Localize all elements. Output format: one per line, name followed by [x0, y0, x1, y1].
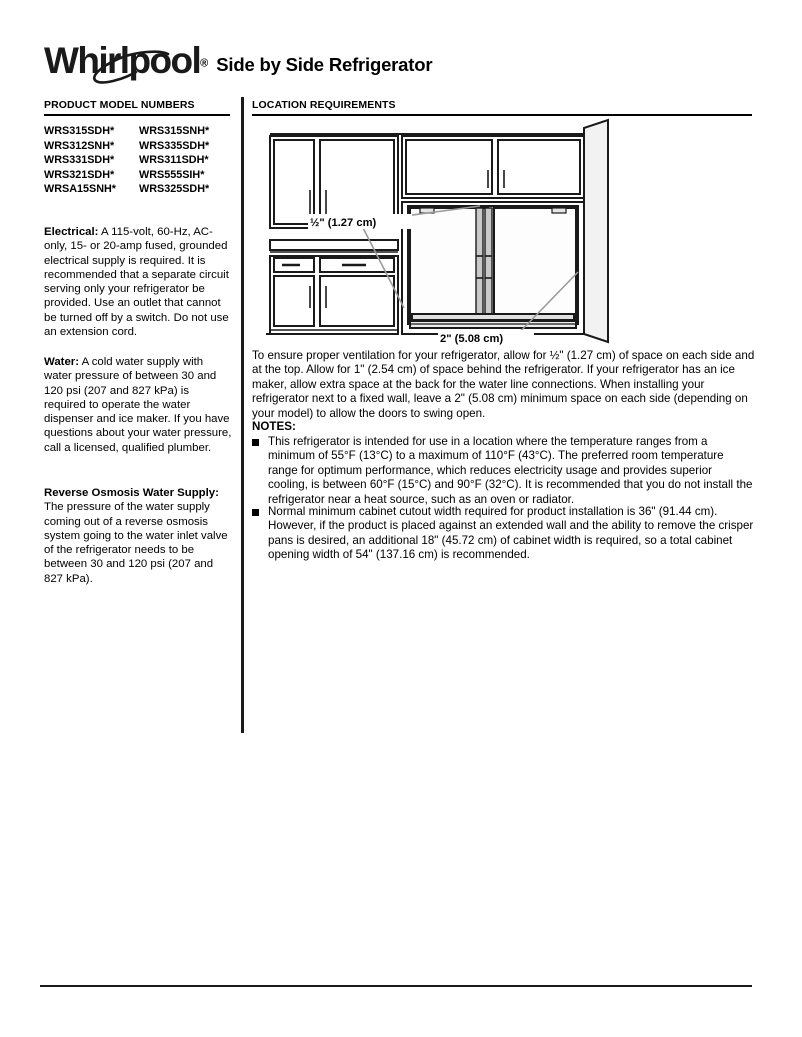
spec-label-reverse-osmosis: Reverse Osmosis Water Supply: [44, 487, 219, 499]
refrigerator-installation-diagram [252, 118, 752, 346]
model-number: WRS311SDH* [139, 154, 209, 167]
ventilation-paragraph: To ensure proper ventilation for your refrigerator, allow for ½" (1.27 cm) of space on each side and at the top. Allow for 1" (2.54 cm) of space behind the refrigerator. If your refrigerator has an ice maker, allow extra space at the back for the water line connections. When installing your refrigerator next to a fixed wall, leave a 2" (5.08 cm) minimum space on each side (depending on your model) to allow the doors to swing open. [252, 349, 755, 420]
note-item [252, 505, 755, 563]
model-number: WRS315SNH* [139, 125, 210, 137]
model-number: WRS331SDH* [44, 154, 115, 167]
square-bullet-icon [252, 439, 259, 446]
registered-trademark-icon: ® [200, 57, 209, 70]
model-row [44, 139, 234, 154]
model-row [44, 168, 234, 183]
spec-text-water: A cold water supply with water pressure of between 30 and 120 psi (207 and 827 kPa) is required to operate the water dispenser and ice maker. If you have questions about your water pressure, call a licensed, qualified plumber. [44, 356, 232, 454]
model-row [44, 182, 234, 197]
notes-heading: NOTES: [252, 420, 296, 433]
note-text: Normal minimum cabinet cutout width required for product installation is 36" (91.44 cm). However, if the product is placed against an extended wall and the ability to remove the crisper pans is desired, an additional 18" (45.72 cm) of cabinet width is required, so a total cabinet opening width of 54" (137.16 cm) is recommended. [268, 505, 754, 562]
note-item [252, 435, 755, 507]
callout-bottom-clearance: 2" (5.08 cm) [440, 333, 504, 345]
section-heading-location: LOCATION REQUIREMENTS [252, 99, 752, 116]
spec-label-electrical: Electrical: [44, 226, 99, 238]
model-number: WRS325SDH* [139, 183, 210, 196]
spec-label-water: Water: [44, 356, 80, 368]
spec-text-electrical: A 115-volt, 60-Hz, AC-only, 15- or 20-amp fused, grounded electrical supply is required. It is recommended that a separate circuit serving only your refrigerator be provided. Use an outlet that cannot be turned off by a switch. Do not use an extension cord. [44, 226, 229, 339]
square-bullet-icon [252, 509, 259, 516]
callout-side-clearance: ½" (1.27 cm) [310, 217, 377, 229]
model-number: WRS555SIH* [139, 168, 205, 181]
spec-electrical [44, 225, 232, 339]
model-number: WRS315SDH* [44, 125, 115, 137]
model-row [44, 124, 234, 139]
spec-text-reverse-osmosis: The pressure of the water supply coming out of a reverse osmosis system going to the water inlet valve of the refrigerator needs to be between 30 and 120 psi (207 and 827 kPa). [44, 501, 228, 585]
brand-header [44, 42, 432, 79]
footer-rule [40, 985, 752, 987]
model-number: WRS321SDH* [44, 168, 115, 181]
model-row [44, 153, 234, 168]
spec-water [44, 355, 232, 455]
model-number: WRSA15SNH* [44, 183, 116, 196]
page-title: Side by Side Refrigerator [216, 54, 433, 75]
model-number-list [44, 124, 234, 197]
spec-reverse-osmosis [44, 486, 232, 586]
whirlpool-logo [44, 42, 208, 79]
model-number: WRS335SDH* [139, 139, 210, 152]
column-divider [241, 97, 244, 733]
model-number: WRS312SNH* [44, 139, 115, 152]
logo-wordmark: Whirlpool [44, 40, 201, 81]
note-text: This refrigerator is intended for use in a location where the temperature ranges from a minimum of 55°F (13°C) to a maximum of 110°F (43°C). The preferred room temperature range for optimum performance, which reduces electricity usage and provides superior cooling, is between 60°F (15°C) and 90°F (32°C). It is recommended that you do not install the refrigerator near a heat source, such as an oven or radiator. [268, 435, 753, 506]
section-heading-product-models: PRODUCT MODEL NUMBERS [44, 99, 230, 116]
